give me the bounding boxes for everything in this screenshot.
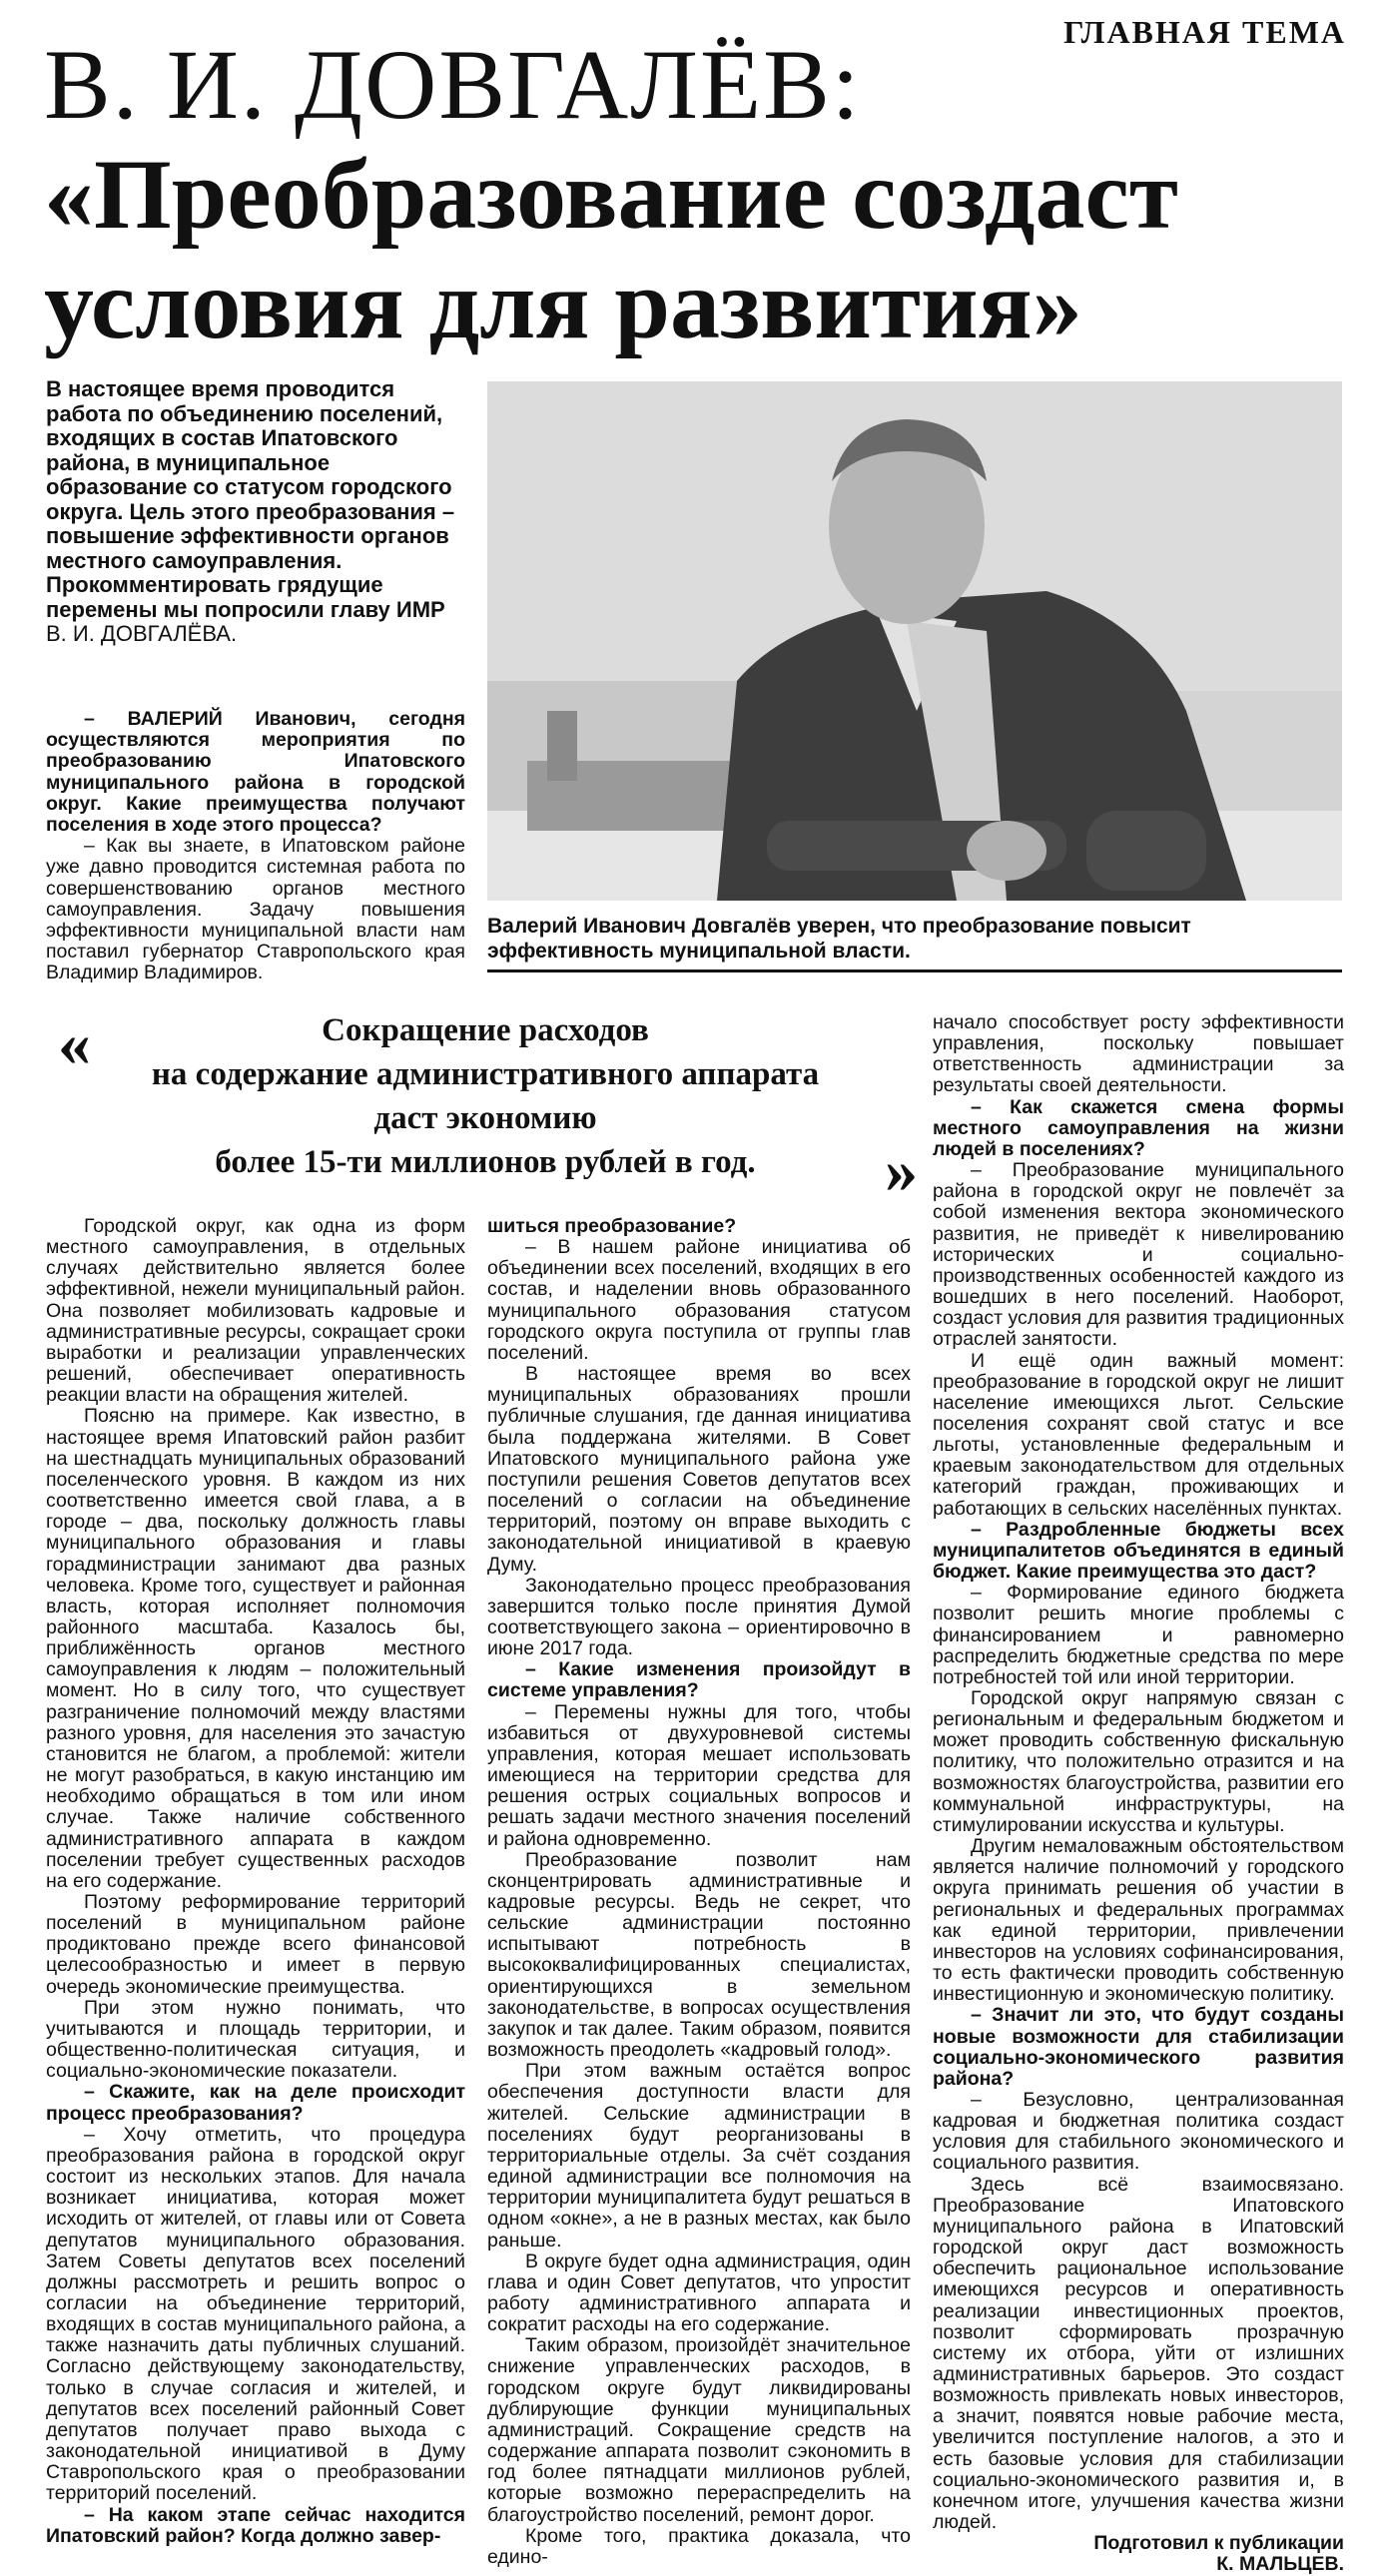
question: – Скажите, как на деле происходит процесс преобразования? [46,2081,465,2125]
headline-quote-line-2: условия для развития» [44,249,1082,359]
question: – Какие изменения произойдут в системе управления? [487,1658,911,1702]
portrait-illustration [487,381,1342,901]
pull-quote-line-4: более 15-ти миллионов рублей в год. [215,1144,756,1180]
pull-quote-line-1: Сокращение расходов [322,1012,649,1048]
paragraph: – Преобразование муниципального района в городской округ не повлечёт за собой изменения вектора экономического развития, не приведёт к нивелированию исторических и социально-производственных особенностей каждого из вошедших в него поселений. Наоборот, создаст условия для развития традиционных отраслей занятости. [933,1159,1344,1351]
article-column-3 [933,1011,1344,2576]
paragraph: Городской округ, как одна из форм местного самоуправления, в отдельных случаях действительно является более эффективной, нежели муниципальный район. Она позволяет мобилизовать кадровые и административные ресурсы, сокращает сроки выработки и реализации управленческих решений, обеспечивает оперативность реакции власти на обращения жителей. [46,1215,465,1407]
pull-quote [46,1008,925,1208]
paragraph: Кроме того, практика доказала, что едино- [487,2524,911,2568]
paragraph: Законодательно процесс преобразования завершится только после принятия Думой соответствующего закона – ориентировочно в июне 2017 года. [487,1574,911,1660]
article-column-1 [46,1215,465,2547]
lead-paragraph [46,377,465,647]
paragraph: – Перемены нужны для того, чтобы избавиться от двухуровневой системы управления, которая мешает использовать имеющиеся на территории средства для решения острых социальных вопросов и решать задачи местного значения поселений и района одновременно. [487,1700,911,1850]
section-rubric: ГЛАВНАЯ ТЕМА [1063,14,1346,50]
paragraph: – Хочу отметить, что процедура преобразования района в городской округ состоит из нескольких этапов. Для начала возникает инициатива, которая может исходить от жителей, от главы или от Совета депутатов муниципального образования. Затем Советы депутатов всех поселений должны рассмотреть и решить вопрос о согласии на объединение территорий, входящих в состав муниципального района, а также назначить даты публичных слушаний. Согласно действующему законодательству, только в случае согласия и жителей, и депутатов всех поселений районный Совет депутатов получает право выхода с законодательной инициативой в Думу Ставропольского края о преобразовании территорий поселений. [46,2123,465,2505]
paragraph: Поясню на примере. Как известно, в настоящее время Ипатовский район разбит на шестнадцать муниципальных образований поселенческого уровня. В каждом из них соответственно имеется свой глава, а в городе – два, поскольку должность главы муниципального образования и главы горадминистрации занимают два разных человека. Кроме того, существует и районная власть, которая исполняет полномочия районного масштаба. Казалось бы, приближённость органов местного самоуправления к людям – положительный момент. Но в силу того, что существует разграничение полномочий между властями разного уровня, для населения это зачастую становится не благом, а проблемой: жители не могут разобраться, в какую инстанцию им необходимо обращаться в том или ином случае. Также наличие собственного административного аппарата в каждом поселении требует существенных расходов на его содержание. [46,1405,465,1892]
intro-qa [46,709,465,984]
paragraph: Таким образом, произойдёт значительное снижение управленческих расходов, в городском округе будут ликвидированы дублирующие функции муниципальных администраций. Сокращение средств на содержание аппарата позволит сэкономить в год более пятнадцати миллионов рублей, которые возможно перераспределить на благоустройство поселений, ремонт дорог. [487,2334,911,2526]
question: – ВАЛЕРИЙ Иванович, сегодня осуществляются мероприятия по преобразованию Ипатовского муниципального района в городской округ. Какие преимущества получают поселения в ходе этого процесса? [46,708,465,837]
article-column-2 [487,1215,911,2568]
signature-prepared-by: Подготовил к публикации [1093,2532,1344,2555]
paragraph: Поэтому реформирование территорий поселений в муниципальном районе продиктовано прежде всего финансовой целесообразностью и имеет в первую очередь экономические преимущества. [46,1891,465,1998]
paragraph: Преобразование позволит нам сконцентрировать административные и кадровые ресурсы. Ведь не секрет, что сельские администрации постоянно испытывают потребность в высококвалифицированных специалистах, ориентирующихся в земельном законодательстве, в вопросах осуществления закупок и так далее. Таким образом, появится возможность преодолеть «кадровый голод». [487,1848,911,2062]
answer: – Как вы знаете, в Ипатовском районе уже давно проводится системная работа по совершенствованию органов местного самоуправления. Задачу повышения эффективности муниципальной власти нам поставил губернатор Ставропольского края Владимир Владимиров. [46,835,465,984]
paragraph: В округе будет одна администрация, один глава и один Совет депутатов, что упростит работу административного аппарата и сократит расходы на его содержание. [487,2250,911,2336]
paragraph: Здесь всё взаимосвязано. Преобразование Ипатовского муниципального района в Ипатовский городской округ даст возможность обеспечить рациональное использование имеющихся ресурсов и оперативность реализации инвестиционных проектов, позволит сформировать прозрачную систему их отбора, уйти от излишних административных барьеров. Это создаст возможность привлекать новых инвесторов, а значит, появятся новые рабочие места, увеличится поступление налогов, а это и есть базовые условия для стабилизации социально-экономического развития и, в конечном итоге, улучшения качества жизни людей. [933,2173,1344,2534]
pull-quote-close-mark: » [885,1134,918,1207]
paragraph: При этом нужно понимать, что учитываются и площадь территории, и общественно-политическая ситуация, и социально-экономические показатели. [46,1996,465,2083]
paragraph: Другим немаловажным обстоятельством является наличие полномочий у городского округа принимать решения об участии в региональных и федеральных программах как единой территории, привлечении инвесторов на условиях софинансирования, то есть фактически проводить собственную инвестиционную и экономическую политику. [933,1835,1344,2006]
pull-quote-line-3: даст экономию [373,1100,597,1136]
portrait-photo [487,381,1342,901]
pull-quote-line-2: на содержание административного аппарата [151,1056,820,1092]
question: – Раздробленные бюджеты всех муниципалитетов объединятся в единый бюджет. Какие преимущества это даст? [933,1518,1344,1584]
paragraph: При этом важным остаётся вопрос обеспечения доступности власти для жителей. Сельские администрации в поселениях будут реорганизованы в территориальные отделы. За счёт создания единой администрации все полномочия на территории муниципалитета будут решаться в одном «окне», а не в разных местах, как было раньше. [487,2060,911,2252]
paragraph: – Формирование единого бюджета позволит решить многие проблемы с финансированием и равномерно распределить бюджетные средства по мере потребностей той или иной территории. [933,1582,1344,1688]
photo-caption: Валерий Иванович Довгалёв уверен, что преобразование повысит эффективность муниципальной власти. [487,914,1342,972]
pull-quote-open-mark: « [58,1007,91,1080]
paragraph: Городской округ напрямую связан с региональным и федеральным бюджетом и может проводить собственную фискальную политику, что положительно отразится и на возможностях благоустройства, развитии его коммунальной инфраструктуры, на стимулировании искусства и культуры. [933,1687,1344,1836]
paragraph-continued: начало способствует росту эффективности управления, поскольку повышает ответственность администрации за результаты своей деятельности. [933,1011,1344,1097]
lead-text: В настоящее время проводится работа по объединению поселений, входящих в состав Ипатовского района, в муниципальное образование со статусом городского округа. Цель этого преобразования – повышение эффективности органов местного самоуправления. Прокомментировать грядущие перемены мы попросили главу ИМР [46,376,455,622]
question: – На каком этапе сейчас находится Ипатовский район? Когда должно завер- [46,2503,465,2547]
question-continued: шиться преобразование? [487,1215,737,1237]
question: – Как скажется смена формы местного самоуправления на жизни людей в поселениях? [933,1095,1344,1160]
headline-quote-line-1: «Преобразование создаст [44,139,1178,250]
paragraph: – Безусловно, централизованная кадровая и бюджетная политика создаст условия для стабильного экономического и социального развития. [933,2088,1344,2175]
question: – Значит ли это, что будут созданы новые возможности для стабилизации социально-экономического развития района? [933,2004,1344,2090]
paragraph: И ещё один важный момент: преобразование в городской округ не лишит население имеющихся льгот. Сельские поселения сохранят свой статус и все льготы, установленные федеральным и краевым законодательством для отдельных категорий граждан, проживающих и работающих в сельских населённых пунктах. [933,1349,1344,1520]
paragraph: – В нашем районе инициатива об объединении всех поселений, входящих в его состав, и наделении вновь образованного муниципального образования статусом городского округа поступила от группы глав поселений. [487,1236,911,1364]
signature-author: К. МАЛЬЦЕВ. [1216,2553,1344,2576]
headline-name: В. И. ДОВГАЛЁВ: [44,29,862,140]
lead-name: В. И. ДОВГАЛЁВА. [46,621,238,646]
paragraph: В настоящее время во всех муниципальных образованиях прошли публичные слушания, где данная инициатива была поддержана жителями. В Совет Ипатовского муниципального района уже поступили решения Советов депутатов всех поселений о согласии на объединение территорий, поэтому он вправе выходить с законодательной инициативой в краевую Думу. [487,1363,911,1576]
